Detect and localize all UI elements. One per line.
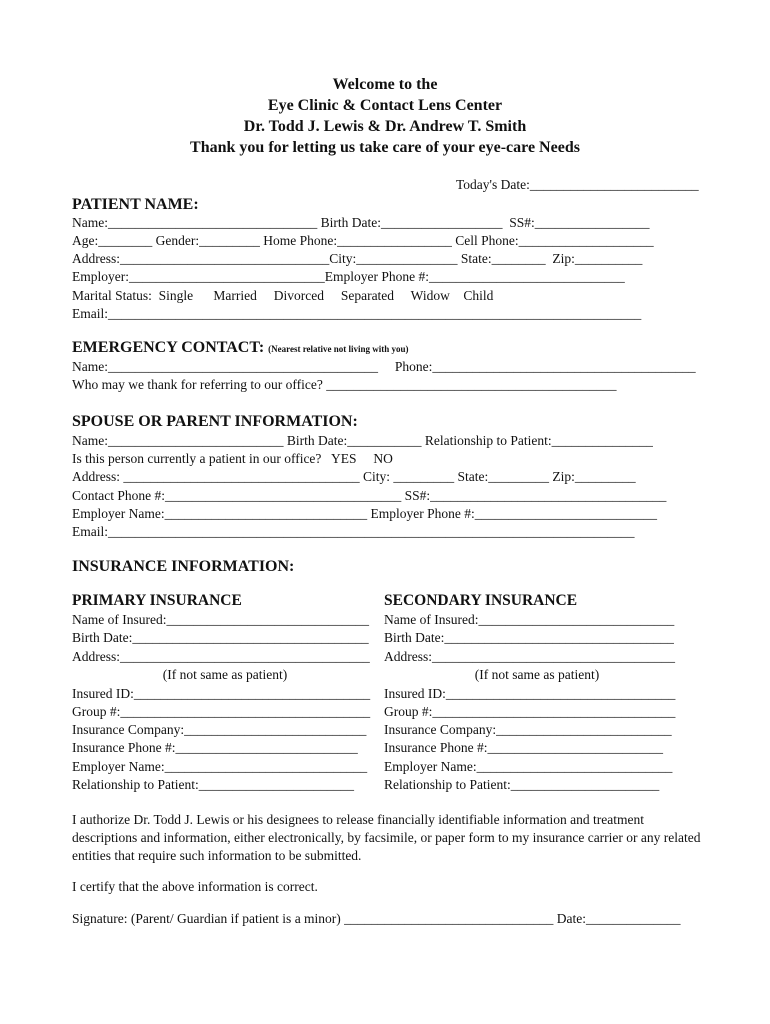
form-header	[0, 74, 770, 158]
header-clinic-name: Eye Clinic & Contact Lens Center	[267, 97, 503, 114]
spouse-employer-row[interactable]: Employer Name:______________________________ Employer Phone #:___________________________	[72, 506, 657, 521]
primary-insured-id[interactable]: Insured ID:___________________________________	[72, 686, 371, 701]
spouse-name-row[interactable]: Name:__________________________ Birth Date:___________ Relationship to Patient:_______________	[72, 433, 653, 448]
certification-statement: I certify that the above information is correct.	[72, 879, 318, 894]
spouse-address-row[interactable]: Address: ___________________________________ City: _________ State:_________ Zip:_________	[72, 469, 636, 484]
header-welcome: Welcome to the	[332, 76, 438, 93]
spouse-section-heading: SPOUSE OR PARENT INFORMATION:	[72, 413, 358, 430]
header-thank-you: Thank you for letting us take care of your eye-care Needs	[190, 139, 580, 156]
primary-insurance-phone[interactable]: Insurance Phone #:___________________________	[72, 740, 358, 755]
patient-email-row[interactable]: Email:_______________________________________________________________________________	[72, 306, 642, 321]
insurance-section-heading: INSURANCE INFORMATION:	[72, 558, 295, 575]
spouse-email-row[interactable]: Email:______________________________________________________________________________	[72, 524, 635, 539]
primary-insurance-heading: PRIMARY INSURANCE	[72, 592, 242, 609]
secondary-insurance-phone[interactable]: Insurance Phone #:__________________________	[384, 740, 663, 755]
patient-marital-status-row[interactable]: Marital Status: Single Married Divorced Separated Widow Child	[72, 288, 494, 303]
primary-birth-date[interactable]: Birth Date:___________________________________	[72, 630, 369, 645]
todays-date-field[interactable]: Today's Date:_________________________	[456, 177, 699, 192]
spouse-patient-question-row[interactable]: Is this person currently a patient in our office? YES NO	[72, 451, 393, 466]
emergency-name-row[interactable]: Name:________________________________________ Phone:_______________________________________	[72, 359, 696, 374]
primary-employer-name[interactable]: Employer Name:______________________________	[72, 759, 368, 774]
referral-row[interactable]: Who may we thank for referring to our office? ___________________________________________	[72, 377, 617, 392]
primary-address[interactable]: Address:_____________________________________	[72, 649, 370, 664]
secondary-employer-name[interactable]: Employer Name:_____________________________	[384, 759, 673, 774]
secondary-name-of-insured[interactable]: Name of Insured:_____________________________	[384, 612, 675, 627]
primary-group-number[interactable]: Group #:_____________________________________	[72, 704, 371, 719]
header-doctors: Dr. Todd J. Lewis & Dr. Andrew T. Smith	[243, 118, 527, 135]
secondary-group-number[interactable]: Group #:____________________________________	[384, 704, 676, 719]
secondary-insurance-heading: SECONDARY INSURANCE	[384, 592, 578, 609]
primary-address-note: (If not same as patient)	[162, 667, 288, 682]
secondary-insurance-company[interactable]: Insurance Company:__________________________	[384, 722, 672, 737]
signature-row[interactable]: Signature: (Parent/ Guardian if patient is a minor) _______________________________ Date:______________	[72, 911, 681, 926]
emergency-heading-text: EMERGENCY CONTACT:	[72, 339, 265, 356]
patient-address-row[interactable]: Address:_______________________________City:_______________ State:________ Zip:__________	[72, 251, 643, 266]
primary-name-of-insured[interactable]: Name of Insured:______________________________	[72, 612, 369, 627]
secondary-insured-id[interactable]: Insured ID:__________________________________	[384, 686, 676, 701]
authorization-paragraph: I authorize Dr. Todd J. Lewis or his designees to release financially identifiable information and treatment descriptions and information, either electronically, by facsimile, or paper form to my insurance carrier or any related entities that require such information to be submitted.	[72, 812, 701, 863]
emergency-heading-note: (Nearest relative not living with you)	[268, 344, 409, 354]
emergency-section-heading	[72, 338, 409, 359]
secondary-birth-date[interactable]: Birth Date:__________________________________	[384, 630, 674, 645]
secondary-relationship-to-patient[interactable]: Relationship to Patient:______________________	[384, 777, 660, 792]
spouse-contact-phone-row[interactable]: Contact Phone #:___________________________________ SS#:___________________________________	[72, 488, 667, 503]
primary-insurance-company[interactable]: Insurance Company:___________________________	[72, 722, 367, 737]
patient-section-heading: PATIENT NAME:	[72, 196, 199, 213]
patient-employer-row[interactable]: Employer:_____________________________Employer Phone #:_____________________________	[72, 269, 625, 284]
secondary-address[interactable]: Address:____________________________________	[384, 649, 675, 664]
patient-name-row[interactable]: Name:_______________________________ Birth Date:__________________ SS#:_________________	[72, 215, 650, 230]
secondary-address-note: (If not same as patient)	[474, 667, 600, 682]
primary-relationship-to-patient[interactable]: Relationship to Patient:_______________________	[72, 777, 354, 792]
patient-age-row[interactable]: Age:________ Gender:_________ Home Phone:_________________ Cell Phone:____________________	[72, 233, 654, 248]
